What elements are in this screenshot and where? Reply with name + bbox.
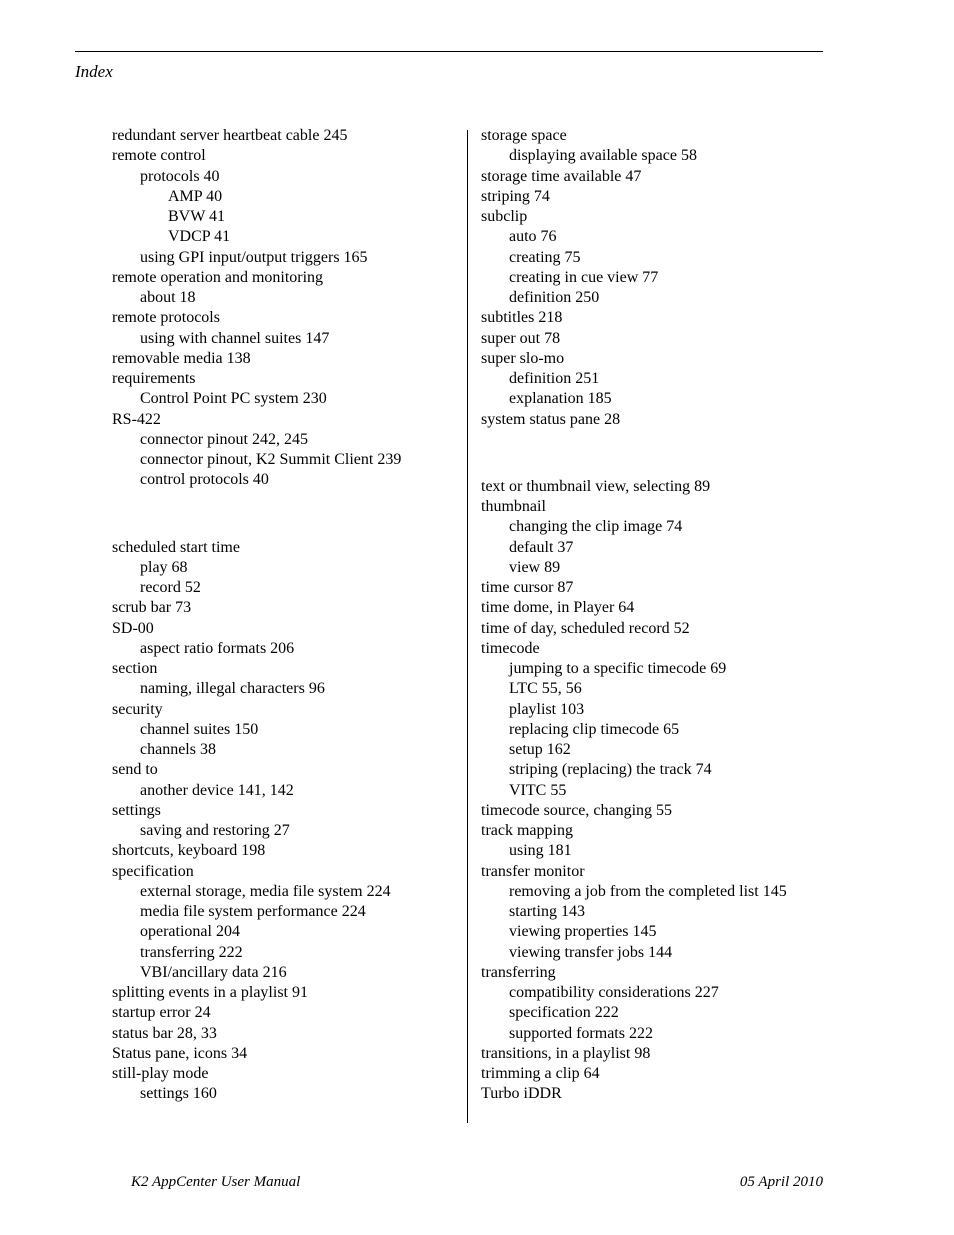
index-subentry: record 52	[140, 579, 201, 596]
column-divider	[467, 130, 468, 1123]
index-subentry: control protocols 40	[140, 471, 269, 489]
index-subentry: compatibility considerations 227	[509, 984, 719, 1001]
index-entry: security	[112, 700, 163, 718]
index-entry: removable media 138	[112, 349, 251, 367]
index-entry: splitting events in a playlist 91	[112, 984, 308, 1001]
index-subentry: using GPI input/output triggers 165	[140, 248, 368, 266]
index-entry: text or thumbnail view, selecting 89	[481, 477, 711, 495]
index-subentry: specification 222	[509, 1004, 619, 1022]
index-subentry: BVW 41	[168, 208, 226, 225]
index-subentry: auto 76	[509, 228, 557, 246]
index-subentry: VDCP 41	[168, 228, 231, 246]
section-gap	[481, 430, 826, 477]
index-entry: timecode source, changing 55	[481, 801, 673, 819]
index-subentry: Control Point PC system 230	[140, 390, 327, 408]
index-subentry: transferring 222	[140, 943, 243, 961]
index-entry: time dome, in Player 64	[481, 599, 635, 617]
index-entry: specification	[112, 862, 194, 880]
index-subentry: changing the clip image 74	[509, 518, 683, 536]
index-entry: scrub bar 73	[112, 599, 192, 617]
index-column-right	[481, 126, 826, 1105]
index-entry: track mapping	[481, 822, 573, 839]
index-entry: remote operation and monitoring	[112, 268, 324, 286]
index-subentry: starting 143	[509, 903, 585, 920]
index-subentry: aspect ratio formats 206	[140, 639, 295, 657]
index-subentry: view 89	[509, 558, 561, 576]
index-subentry: VITC 55	[509, 781, 567, 799]
index-subentry: operational 204	[140, 923, 240, 941]
index-subentry: using 181	[509, 842, 572, 860]
page-title: Index	[75, 62, 113, 81]
index-entry: RS-422	[112, 410, 161, 428]
index-subentry: creating in cue view 77	[509, 268, 659, 286]
index-subentry: settings 160	[140, 1085, 217, 1103]
index-subentry: default 37	[509, 538, 574, 556]
index-entry: storage time available 47	[481, 167, 642, 185]
index-subentry: supported formats 222	[509, 1024, 653, 1042]
index-entry: transitions, in a playlist 98	[481, 1044, 651, 1062]
index-entry: Turbo iDDR	[481, 1085, 562, 1103]
index-entry: trimming a clip 64	[481, 1065, 600, 1082]
index-entry: send to	[112, 761, 158, 779]
index-subentry: removing a job from the completed list 145	[509, 882, 787, 900]
index-entry: remote protocols	[112, 309, 220, 327]
index-column-left	[112, 126, 462, 1105]
index-entry: section	[112, 660, 158, 677]
index-subentry: striping (replacing) the track 74	[509, 761, 712, 779]
index-entry: transfer monitor	[481, 862, 585, 880]
index-subentry: viewing transfer jobs 144	[509, 943, 673, 961]
index-subentry: connector pinout, K2 Summit Client 239	[140, 451, 402, 468]
index-subentry: playlist 103	[509, 700, 585, 718]
index-subentry: VBI/ancillary data 216	[140, 963, 287, 981]
index-entry: still-play mode	[112, 1065, 209, 1082]
index-entry: transferring	[481, 963, 556, 981]
footer-date: 05 April 2010	[739, 1174, 823, 1190]
footer-manual-title: K2 AppCenter User Manual	[131, 1174, 301, 1190]
index-entry: subclip	[481, 208, 528, 225]
index-entry: Status pane, icons 34	[112, 1044, 248, 1062]
index-subentry: viewing properties 145	[509, 923, 657, 941]
index-subentry: about 18	[140, 289, 196, 306]
index-entry: redundant server heartbeat cable 245	[112, 127, 348, 144]
index-subentry: displaying available space 58	[509, 147, 697, 165]
index-subentry: play 68	[140, 558, 188, 576]
index-subentry: replacing clip timecode 65	[509, 720, 680, 738]
section-gap	[112, 491, 462, 538]
index-subentry: media file system performance 224	[140, 903, 366, 920]
index-entry: shortcuts, keyboard 198	[112, 842, 266, 860]
index-entry: settings	[112, 801, 161, 819]
index-entry: startup error 24	[112, 1004, 211, 1022]
index-subentry: external storage, media file system 224	[140, 882, 391, 900]
index-subentry: another device 141, 142	[140, 781, 294, 799]
index-subentry: channel suites 150	[140, 720, 259, 738]
index-subentry: setup 162	[509, 741, 571, 758]
index-subentry: naming, illegal characters 96	[140, 680, 325, 698]
index-subentry: using with channel suites 147	[140, 329, 330, 347]
index-entry: requirements	[112, 370, 196, 387]
index-entry: timecode	[481, 639, 540, 657]
index-subentry: creating 75	[509, 248, 581, 266]
index-entry: thumbnail	[481, 498, 546, 515]
index-entry: status bar 28, 33	[112, 1024, 217, 1042]
index-entry: super out 78	[481, 329, 561, 347]
index-entry: time cursor 87	[481, 579, 574, 596]
index-subentry: definition 251	[509, 370, 600, 387]
index-entry: system status pane 28	[481, 410, 621, 428]
index-subentry: saving and restoring 27	[140, 822, 290, 839]
header-rule	[75, 51, 823, 52]
index-subentry: jumping to a specific timecode 69	[509, 660, 727, 677]
index-entry: SD-00	[112, 619, 154, 637]
index-subentry: protocols 40	[140, 167, 220, 185]
index-subentry: channels 38	[140, 741, 216, 758]
index-entry: striping 74	[481, 187, 550, 205]
index-entry: storage space	[481, 127, 567, 144]
index-entry: time of day, scheduled record 52	[481, 619, 690, 637]
index-entry: super slo-mo	[481, 349, 565, 367]
index-entry: remote control	[112, 147, 206, 165]
index-subentry: connector pinout 242, 245	[140, 430, 308, 448]
index-subentry: AMP 40	[168, 187, 223, 205]
index-subentry: definition 250	[509, 289, 600, 306]
index-entry: subtitles 218	[481, 309, 563, 327]
index-subentry: explanation 185	[509, 390, 612, 408]
index-entry: scheduled start time	[112, 538, 240, 556]
index-subentry: LTC 55, 56	[509, 680, 582, 698]
